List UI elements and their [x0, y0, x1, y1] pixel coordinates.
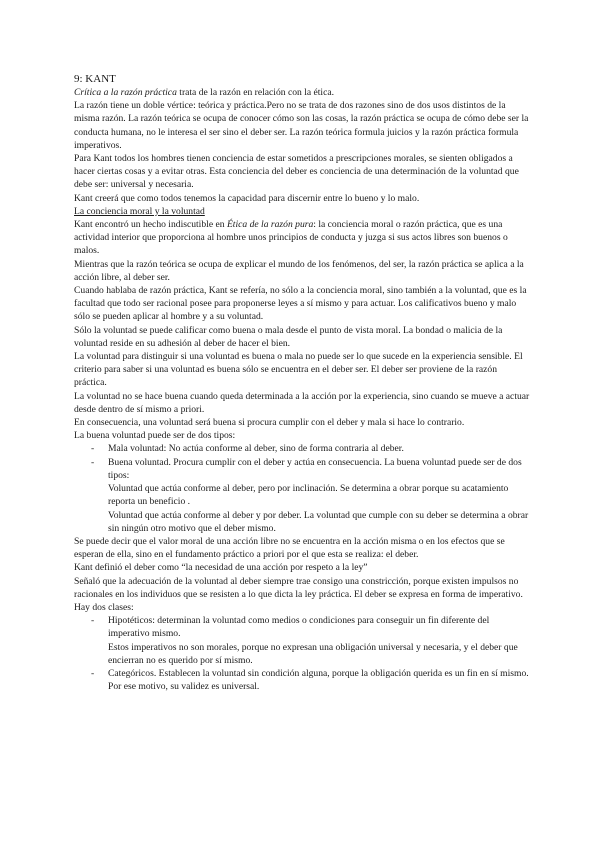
paragraph: En consecuencia, una voluntad será buena si procura cumplir con el deber y mala si hace lo contrario.: [74, 417, 465, 429]
list-item-text: Categóricos. Establecen la voluntad sin condición alguna, porque la obligación querida es un fin en sí mismo. Por ese motivo, su validez es universal.: [108, 667, 529, 693]
imperativos-list: [74, 614, 530, 693]
paragraph: La buena voluntad puede ser de dos tipos:: [74, 430, 236, 442]
document-page: [74, 72, 530, 693]
paragraph: Cuando hablaba de razón práctica, Kant se refería, no sólo a la conciencia moral, sino también a la voluntad, que es la facultad que todo ser racional posee para proponerse leyes a sí mismo y para actuar. Los calificativos bueno y malo sólo se pueden aplicar al hombre y a su voluntad.: [74, 285, 527, 323]
work-title: Ética de la razón pura: [226, 219, 314, 231]
voluntad-list: [74, 442, 530, 534]
bullet-dash: -: [91, 667, 95, 679]
paragraph-text: Kant encontró un hecho indiscutible en: [74, 219, 227, 231]
sub-item: Voluntad que actúa conforme al deber, pero por inclinación. Se determina a obrar porque su acatamiento reporta un beneficio .: [108, 483, 509, 508]
paragraph: Para Kant todos los hombres tienen conciencia de estar sometidos a prescripciones morales, se sienten obligados a hacer ciertas cosas y a evitar otras. Esta conciencia del deber es conciencia de una determinación de la voluntad que debe ser: universal y necesaria.: [74, 153, 519, 191]
intro-text: trata de la razón en relación con la ética.: [176, 87, 335, 98]
paragraph: La razón tiene un doble vértice: teórica y práctica.Pero no se trata de dos razones sino de dos usos distintos de la misma razón. La razón teórica se ocupa de conocer cómo son las cosas, la razón práctica se ocupa de cómo debe ser la conducta humana, no le interesa el ser sino el deber ser. La razón teórica formula juicios y la razón práctica formula imperativos.: [74, 100, 529, 151]
paragraph: Señaló que la adecuación de la voluntad al deber siempre trae consigo una constricción, porque existen impulsos no racionales en los individuos que se resisten a lo que dicta la ley práctica. El deber se expresa en forma de imperativo. Hay dos clases:: [74, 575, 523, 613]
paragraph-text: : la conciencia moral o razón práctica, que es una actividad interior que proporciona al hombre unos principios de conducta y juzga si sus actos libres son buenos o malos.: [74, 219, 508, 257]
paragraph: Kant definió el deber como “la necesidad de una acción por respeto a la ley”: [74, 562, 368, 574]
work-title: Crítica a la razón práctica: [74, 87, 177, 98]
list-item-text: Hipotéticos: determinan la voluntad como medios o condiciones para conseguir un fin diferente del imperativo mismo.: [108, 615, 490, 640]
paragraph: Sólo la voluntad se puede calificar como buena o mala desde el punto de vista moral. La bondad o malicia de la voluntad reside en su adhesión al deber de hacer el bien.: [74, 324, 503, 349]
list-item: [74, 667, 530, 693]
sub-item: Voluntad que actúa conforme al deber y por deber. La voluntad que cumple con su deber se determina a obrar sin ningún otro motivo que el deber mismo.: [108, 509, 529, 534]
list-item: [74, 614, 530, 640]
paragraph: La voluntad para distinguir si una voluntad es buena o mala no puede ser lo que sucede en la experiencia sensible. El criterio para saber si una voluntad es buena sólo se encuentra en el deber ser. El deber ser proviene de la razón práctica.: [74, 351, 523, 389]
list-item: [74, 456, 530, 482]
page-title: 9: KANT: [74, 73, 116, 85]
paragraph: Se puede decir que el valor moral de una acción libre no se encuentra en la acción misma o en los efectos que se esperan de ella, sino en el fundamento práctico a priori por el que esta se realiza: el deber.: [74, 535, 505, 561]
list-item: [74, 442, 530, 455]
intro-paragraph: [74, 86, 530, 99]
section-heading: La conciencia moral y la voluntad: [74, 205, 205, 217]
bullet-dash: -: [91, 456, 95, 468]
list-item-text: Mala voluntad: No actúa conforme al deber, sino de forma contraria al deber.: [108, 443, 404, 455]
paragraph: [74, 218, 530, 258]
bullet-dash: -: [91, 615, 95, 627]
paragraph: Mientras que la razón teórica se ocupa de explicar el mundo de los fenómenos, del ser, la razón práctica se aplica a la acción libre, al deber ser.: [74, 258, 524, 283]
sub-item: Estos imperativos no son morales, porque no expresan una obligación universal y necesaria, y el deber que encierran no es querido por sí mismo.: [108, 641, 518, 666]
paragraph: La voluntad no se hace buena cuando queda determinada a la acción por la experiencia, sino cuando se mueve a actuar desde dentro de sí mismo a priori.: [74, 390, 530, 415]
bullet-dash: -: [91, 443, 95, 455]
list-item-text: Buena voluntad. Procura cumplir con el deber y actúa en consecuencia. La buena voluntad puede ser de dos tipos:: [108, 456, 522, 481]
paragraph: Kant creerá que como todos tenemos la capacidad para discernir entre lo bueno y lo malo.: [74, 192, 420, 204]
